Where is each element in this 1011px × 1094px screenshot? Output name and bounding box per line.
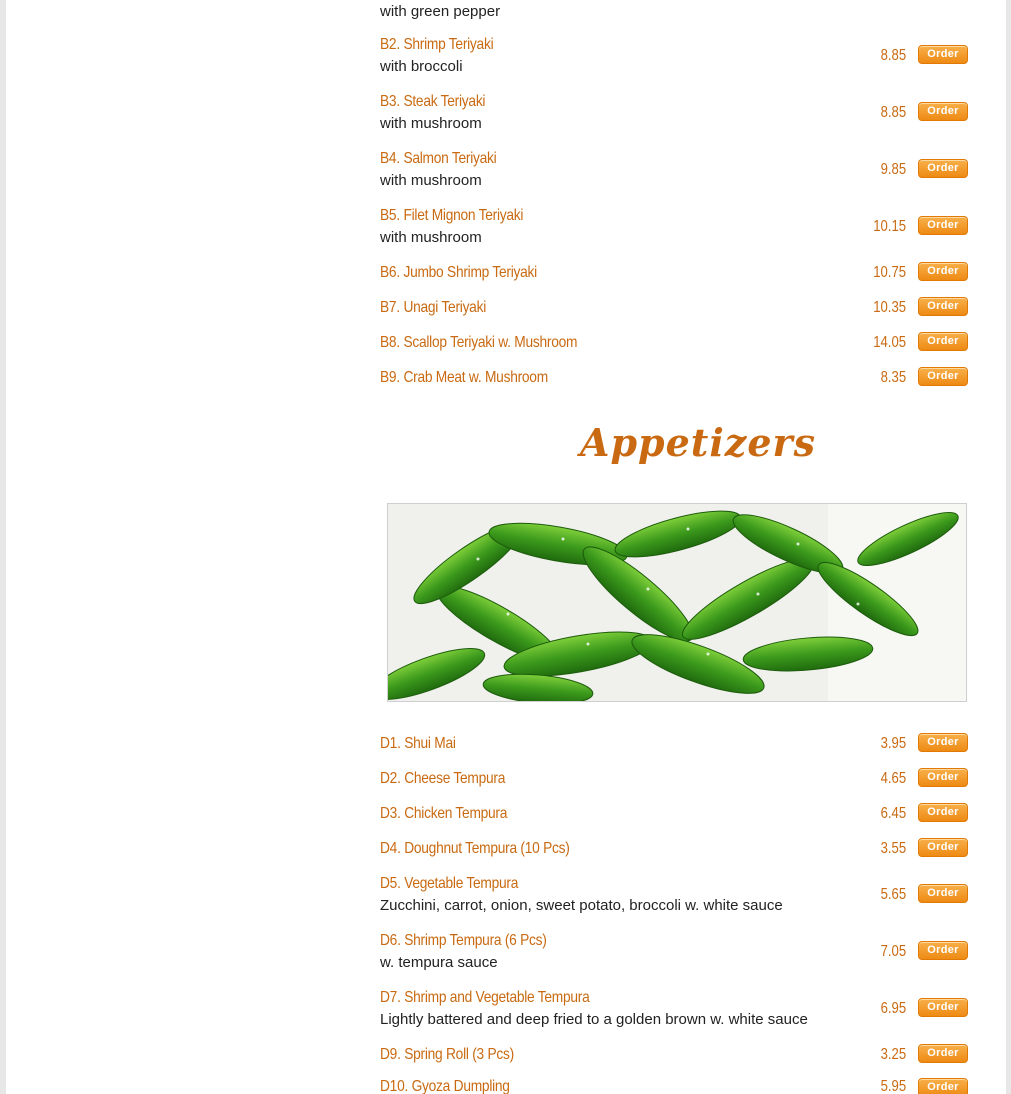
menu-item: [380, 1046, 968, 1072]
item-name: B8. Scallop Teriyaki w. Mushroom: [380, 334, 578, 351]
item-description: Lightly battered and deep fried to a golden brown w. white sauce: [380, 1011, 808, 1028]
item-description: with mushroom: [380, 229, 482, 246]
item-price: 6.45: [880, 805, 906, 822]
menu-item: [380, 805, 968, 831]
menu-item: [380, 369, 968, 395]
item-price: 8.85: [880, 104, 906, 121]
item-price: 8.35: [880, 369, 906, 386]
item-name: B5. Filet Mignon Teriyaki: [380, 207, 524, 224]
order-button[interactable]: Order: [918, 216, 968, 235]
menu-item: [380, 334, 968, 360]
order-button[interactable]: Order: [918, 102, 968, 121]
order-button[interactable]: Order: [918, 1078, 968, 1094]
menu-item: [380, 36, 968, 84]
order-button[interactable]: Order: [918, 297, 968, 316]
item-price: 3.95: [880, 735, 906, 752]
item-name: D6. Shrimp Tempura (6 Pcs): [380, 932, 547, 949]
item-price: 5.65: [880, 886, 906, 903]
item-name: D1. Shui Mai: [380, 735, 456, 752]
order-button[interactable]: Order: [918, 838, 968, 857]
item-price: 6.95: [880, 1000, 906, 1017]
menu-item: [380, 932, 968, 980]
order-button[interactable]: Order: [918, 803, 968, 822]
item-description: with green pepper: [380, 3, 501, 20]
menu-item: [380, 207, 968, 255]
item-description: with mushroom: [380, 115, 482, 132]
menu-item: [380, 840, 968, 866]
order-button[interactable]: Order: [918, 768, 968, 787]
item-name: D9. Spring Roll (3 Pcs): [380, 1046, 515, 1063]
item-price: 4.65: [880, 770, 906, 787]
item-price: 9.85: [880, 161, 906, 178]
menu-item: [380, 735, 968, 761]
order-button[interactable]: Order: [918, 733, 968, 752]
item-price: 8.85: [880, 47, 906, 64]
item-name: D7. Shrimp and Vegetable Tempura: [380, 989, 590, 1006]
menu-item: [380, 264, 968, 290]
menu-item: [380, 299, 968, 325]
item-name: B3. Steak Teriyaki: [380, 93, 486, 110]
item-price: 14.05: [873, 334, 906, 351]
menu-item: [380, 875, 968, 923]
order-button[interactable]: Order: [918, 367, 968, 386]
item-price: 10.35: [873, 299, 906, 316]
order-button[interactable]: Order: [918, 45, 968, 64]
item-description: Zucchini, carrot, onion, sweet potato, broccoli w. white sauce: [380, 897, 783, 914]
item-price: 7.05: [880, 943, 906, 960]
item-description: with broccoli: [380, 58, 463, 75]
order-button[interactable]: Order: [918, 332, 968, 351]
edamame-photo: [387, 503, 967, 702]
order-button[interactable]: Order: [918, 159, 968, 178]
item-price: 5.95: [880, 1078, 906, 1094]
item-name: D3. Chicken Tempura: [380, 805, 508, 822]
item-name: B9. Crab Meat w. Mushroom: [380, 369, 548, 386]
menu-item: [380, 989, 968, 1037]
order-button[interactable]: Order: [918, 941, 968, 960]
item-name: B7. Unagi Teriyaki: [380, 299, 487, 316]
page-content: [6, 0, 1006, 1094]
item-name: B2. Shrimp Teriyaki: [380, 36, 494, 53]
menu-item: [380, 1078, 968, 1094]
item-price: 10.75: [873, 264, 906, 281]
item-description: w. tempura sauce: [380, 954, 498, 971]
item-name: B6. Jumbo Shrimp Teriyaki: [380, 264, 537, 281]
item-price: 3.25: [880, 1046, 906, 1063]
item-price: 3.55: [880, 840, 906, 857]
order-button[interactable]: Order: [918, 884, 968, 903]
order-button[interactable]: Order: [918, 262, 968, 281]
section-title: Appetizers: [580, 420, 816, 465]
order-button[interactable]: Order: [918, 1044, 968, 1063]
menu-item: [380, 93, 968, 141]
item-name: D10. Gyoza Dumpling: [380, 1078, 510, 1094]
item-price: 10.15: [873, 218, 906, 235]
item-name: D2. Cheese Tempura: [380, 770, 506, 787]
item-name: B4. Salmon Teriyaki: [380, 150, 497, 167]
menu-item: [380, 0, 968, 24]
menu-item: [380, 150, 968, 198]
item-name: D5. Vegetable Tempura: [380, 875, 519, 892]
item-name: D4. Doughnut Tempura (10 Pcs): [380, 840, 570, 857]
menu-item: [380, 770, 968, 796]
item-description: with mushroom: [380, 172, 482, 189]
order-button[interactable]: Order: [918, 998, 968, 1017]
